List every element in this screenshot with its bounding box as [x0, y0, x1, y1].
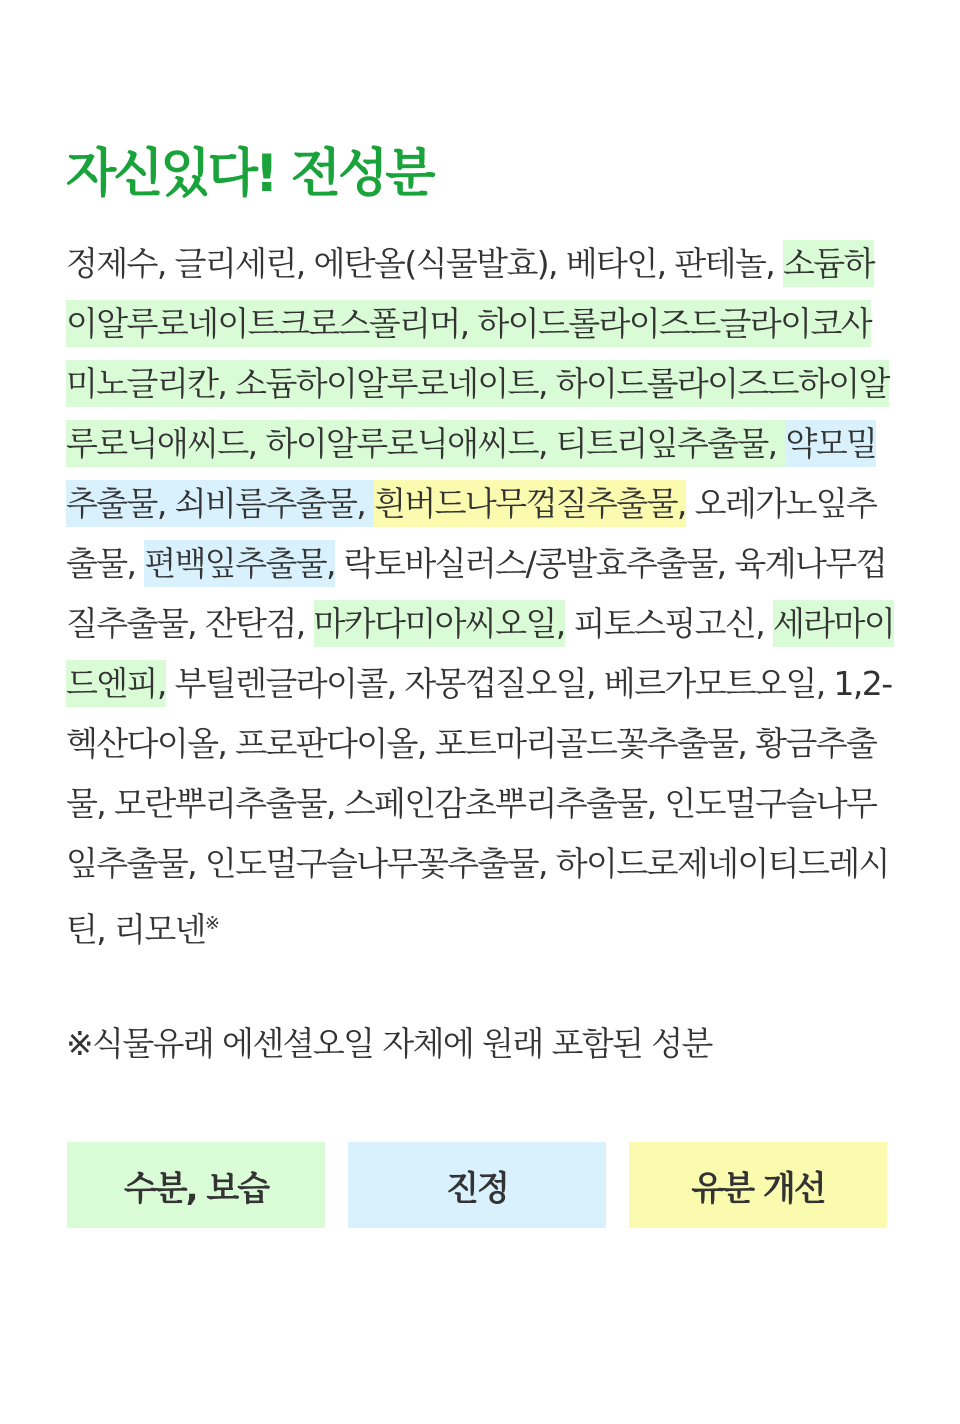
- page-title: 자신있다! 전성분: [66, 144, 433, 204]
- ingredient-text-moisture: 소듐하이알루로네이트크로스폴리머, 하이드롤라이즈드글라이코사미노글리칸, 소듐하이알루로네이트, 하이드롤라이즈드하이알루로닉애씨드, 하이알루로닉애씨드, 티트리잎추출물,: [66, 240, 889, 467]
- ingredient-text: 오레가노잎추출물,: [66, 484, 877, 583]
- ingredient-text-moisture: 세라마이드엔피,: [66, 600, 894, 707]
- ingredient-text: 정제수, 글리세린, 에탄올(식물발효), 베타인, 판테놀,: [66, 244, 784, 283]
- footnote-mark: ※: [204, 913, 219, 934]
- ingredient-text-soothing: 편백잎추출물,: [144, 540, 335, 587]
- ingredient-text-soothing: 약모밀추출물, 쇠비름추출물,: [66, 420, 876, 527]
- legend-soothing-badge: 진정: [348, 1142, 606, 1228]
- ingredient-text-sebum: 흰버드나무껍질추출물,: [374, 480, 686, 527]
- ingredient-list: [66, 234, 896, 960]
- ingredient-text: 락토바실러스/콩발효추출물, 육계나무껍질추출물, 잔탄검,: [66, 544, 886, 643]
- footnote-text: ※식물유래 에센셜오일 자체에 원래 포함된 성분: [66, 1024, 712, 1063]
- ingredient-text: 피토스핑고신,: [564, 604, 773, 643]
- legend: [67, 1142, 887, 1228]
- legend-moisture-badge: 수분, 보습: [67, 1142, 325, 1228]
- ingredient-text: 부틸렌글라이콜, 자몽껍질오일, 베르가모트오일, 1,2-헥산다이올, 프로판다이올, 포트마리골드꽃추출물, 황금추출물, 모란뿌리추출물, 스페인감초뿌리추출물, 인도멀구슬나무잎추출물, 인도멀구슬나무꽃추출물, 하이드로제네이티드레시틴, 리모넨: [66, 664, 892, 949]
- ingredient-text-moisture: 마카다미아씨오일,: [314, 600, 565, 647]
- legend-sebum-badge: 유분 개선: [629, 1142, 887, 1228]
